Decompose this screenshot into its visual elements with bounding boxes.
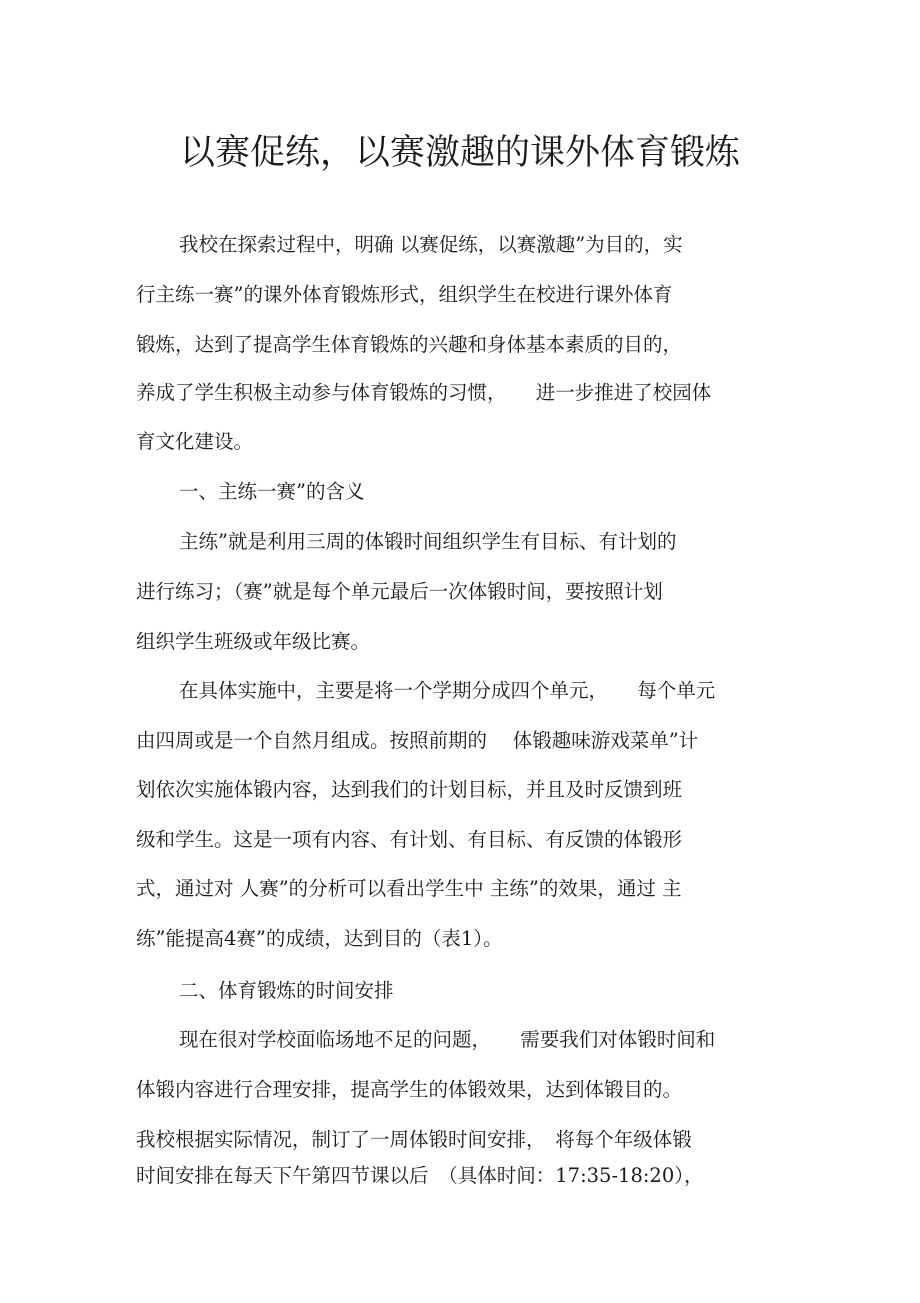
paragraph-line: 组织学生班级或年级比赛。 [136,630,371,653]
paragraph-line: 体锻内容进行合理安排，提高学生的体锻效果，达到体锻目的。 [136,1078,683,1101]
document-title: 以赛促练，以赛激趣的课外体育锻炼 [179,133,740,173]
paragraph-line: 在具体实施中，主要是将一个学期分成四个单元， 每个单元 [179,679,716,702]
paragraph-line: 主练”就是利用三周的体锻时间组织学生有目标、有计划的 [179,530,677,553]
paragraph-line: 时间安排在每天下午第四节课以后 （具体时间：17:35-18:20）， [136,1164,704,1187]
paragraph-line: 我校根据实际情况，制订了一周体锻时间安排， 将每个年级体锻 [136,1128,692,1151]
paragraph-line: 行主练一赛”的课外体育锻炼形式，组织学生在校进行课外体育 [136,283,673,306]
paragraph-line: 养成了学生积极主动参与体育锻炼的习惯， 进一步推进了校园体 [136,381,712,404]
paragraph-line: 由四周或是一个自然月组成。按照前期的 体锻趣味游戏菜单”计 [136,729,699,752]
paragraph-line: 练”能提高4赛”的成绩，达到目的（表1）。 [136,927,503,950]
paragraph-line: 我校在探索过程中，明确 以赛促练，以赛激趣”为目的，实 [179,233,683,256]
paragraph-line: 级和学生。这是一项有内容、有计划、有目标、有反馈的体锻形 [136,828,683,851]
paragraph-line: 划依次实施体锻内容，达到我们的计划目标，并且及时反馈到班 [136,778,683,801]
paragraph-line: 式，通过对 人赛”的分析可以看出学生中 主练”的效果，通过 主 [136,877,682,900]
paragraph-line: 进行练习；（赛”就是每个单元最后一次体锻时间，要按照计划 [136,580,663,603]
paragraph-line: 育文化建设。 [136,430,254,453]
paragraph-line: 现在很对学校面临场地不足的问题， 需要我们对体锻时间和 [179,1028,716,1051]
paragraph-line: 锻炼，达到了提高学生体育锻炼的兴趣和身体基本素质的目的， [136,333,683,356]
section-heading: 二、体育锻炼的时间安排 [179,979,394,1002]
section-heading: 一、主练一赛”的含义 [179,480,365,503]
